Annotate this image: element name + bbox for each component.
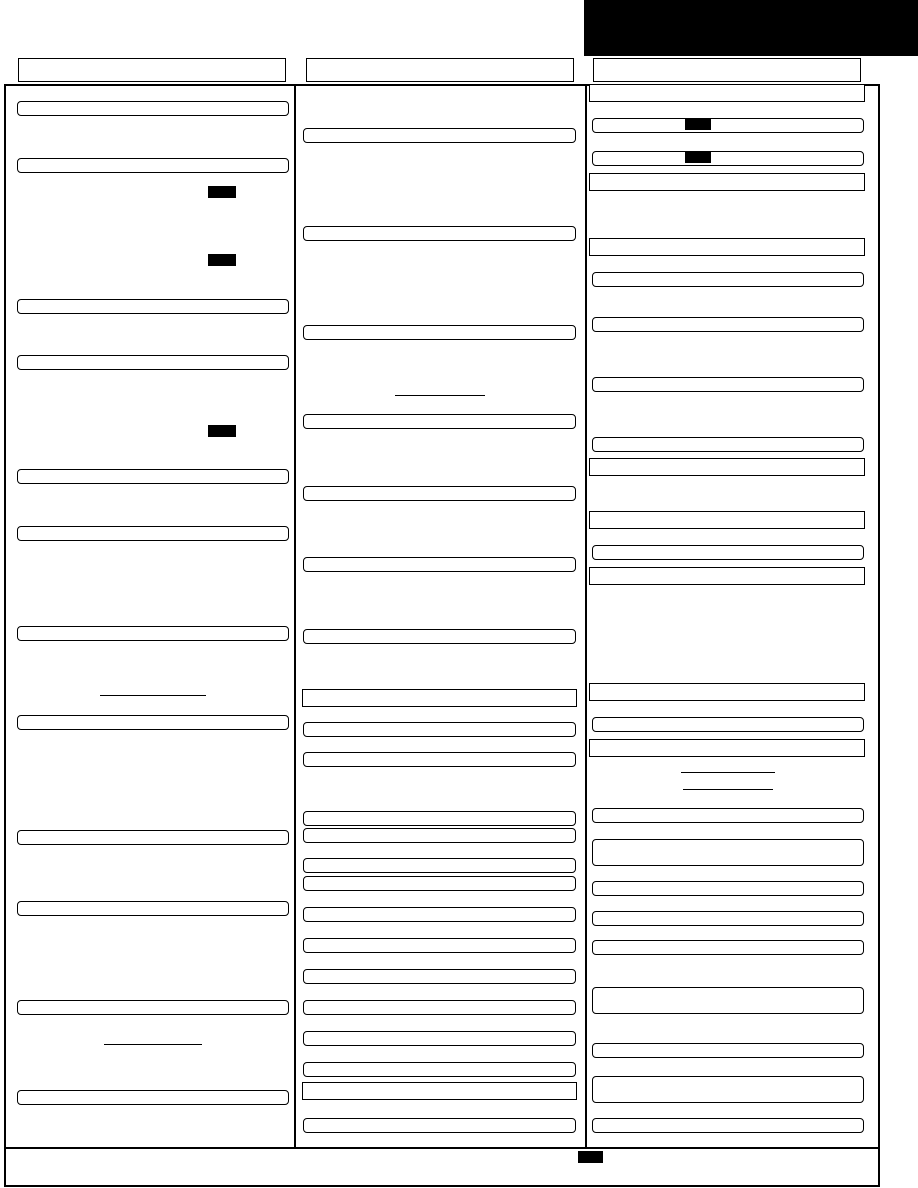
middle-field-3[interactable] (303, 325, 576, 340)
left-field-8[interactable] (17, 715, 289, 730)
middle-field-19[interactable] (303, 1062, 576, 1077)
right-signature-line-1 (681, 772, 775, 773)
right-section-box-8 (589, 739, 865, 757)
middle-signature-line-1 (395, 395, 485, 396)
right-section-box-3 (589, 238, 865, 256)
right-field-13[interactable] (592, 940, 864, 955)
right-field-4[interactable] (592, 317, 864, 332)
middle-field-8[interactable] (303, 722, 576, 737)
footer-divider (4, 1147, 880, 1149)
left-field-10[interactable] (17, 901, 289, 916)
middle-field-2[interactable] (303, 226, 576, 241)
middle-field-12[interactable] (303, 858, 576, 873)
left-signature-line-2 (104, 1044, 202, 1045)
middle-field-17[interactable] (303, 1000, 576, 1015)
middle-field-10[interactable] (303, 811, 576, 826)
right-signature-line-2 (683, 789, 773, 790)
right-section-box-1 (589, 84, 865, 102)
right-field-15[interactable] (592, 1043, 864, 1058)
right-field-2[interactable] (592, 151, 864, 166)
left-field-9[interactable] (17, 830, 289, 845)
right-field-17[interactable] (592, 1118, 864, 1133)
right-field-9[interactable] (592, 808, 864, 823)
left-field-2[interactable] (17, 158, 289, 173)
column-divider-left (294, 84, 296, 1148)
left-field-12[interactable] (17, 1090, 289, 1105)
right-section-box-6 (589, 567, 865, 585)
column-heading-3 (593, 58, 861, 82)
right-field-8[interactable] (592, 717, 864, 732)
form-header-block (584, 0, 918, 56)
middle-field-4[interactable] (303, 414, 576, 429)
right-field-3[interactable] (592, 272, 864, 287)
right-section-box-4 (589, 458, 865, 476)
left-checkbox-1[interactable] (208, 186, 236, 198)
middle-field-14[interactable] (303, 907, 576, 922)
left-field-11[interactable] (17, 1000, 289, 1015)
left-field-4[interactable] (17, 355, 289, 370)
middle-field-6[interactable] (303, 557, 576, 572)
middle-field-7[interactable] (303, 629, 576, 644)
right-section-box-2 (589, 173, 865, 191)
right-checkbox-1[interactable] (685, 118, 711, 130)
middle-field-1[interactable] (303, 128, 576, 143)
column-heading-2 (306, 58, 574, 82)
right-checkbox-2[interactable] (685, 151, 711, 163)
middle-field-20[interactable] (303, 1118, 576, 1133)
left-checkbox-2[interactable] (208, 254, 236, 266)
middle-field-16[interactable] (303, 969, 576, 984)
right-section-box-5 (589, 511, 865, 529)
middle-field-9[interactable] (303, 752, 576, 767)
left-field-6[interactable] (17, 526, 289, 541)
left-checkbox-3[interactable] (208, 425, 236, 437)
middle-section-box-1 (302, 689, 577, 707)
left-field-3[interactable] (17, 299, 289, 314)
right-field-1[interactable] (592, 118, 864, 133)
right-section-box-7 (589, 683, 865, 701)
right-field-12[interactable] (592, 911, 864, 926)
left-signature-line-1 (100, 695, 206, 696)
middle-field-11[interactable] (303, 828, 576, 843)
right-field-5[interactable] (592, 377, 864, 392)
right-field-7[interactable] (592, 545, 864, 560)
right-field-16[interactable] (592, 1076, 864, 1103)
right-field-6[interactable] (592, 437, 864, 452)
left-field-5[interactable] (17, 469, 289, 484)
middle-field-13[interactable] (303, 876, 576, 891)
middle-field-18[interactable] (303, 1031, 576, 1046)
middle-section-box-2 (302, 1082, 577, 1100)
left-field-7[interactable] (17, 626, 289, 641)
right-field-10[interactable] (592, 839, 864, 866)
middle-field-5[interactable] (303, 486, 576, 501)
column-heading-1 (18, 58, 286, 82)
column-divider-right (585, 84, 587, 1148)
middle-field-15[interactable] (303, 938, 576, 953)
right-field-14[interactable] (592, 987, 864, 1014)
footer-checkbox[interactable] (578, 1151, 603, 1163)
right-field-11[interactable] (592, 881, 864, 896)
left-field-1[interactable] (17, 101, 289, 116)
